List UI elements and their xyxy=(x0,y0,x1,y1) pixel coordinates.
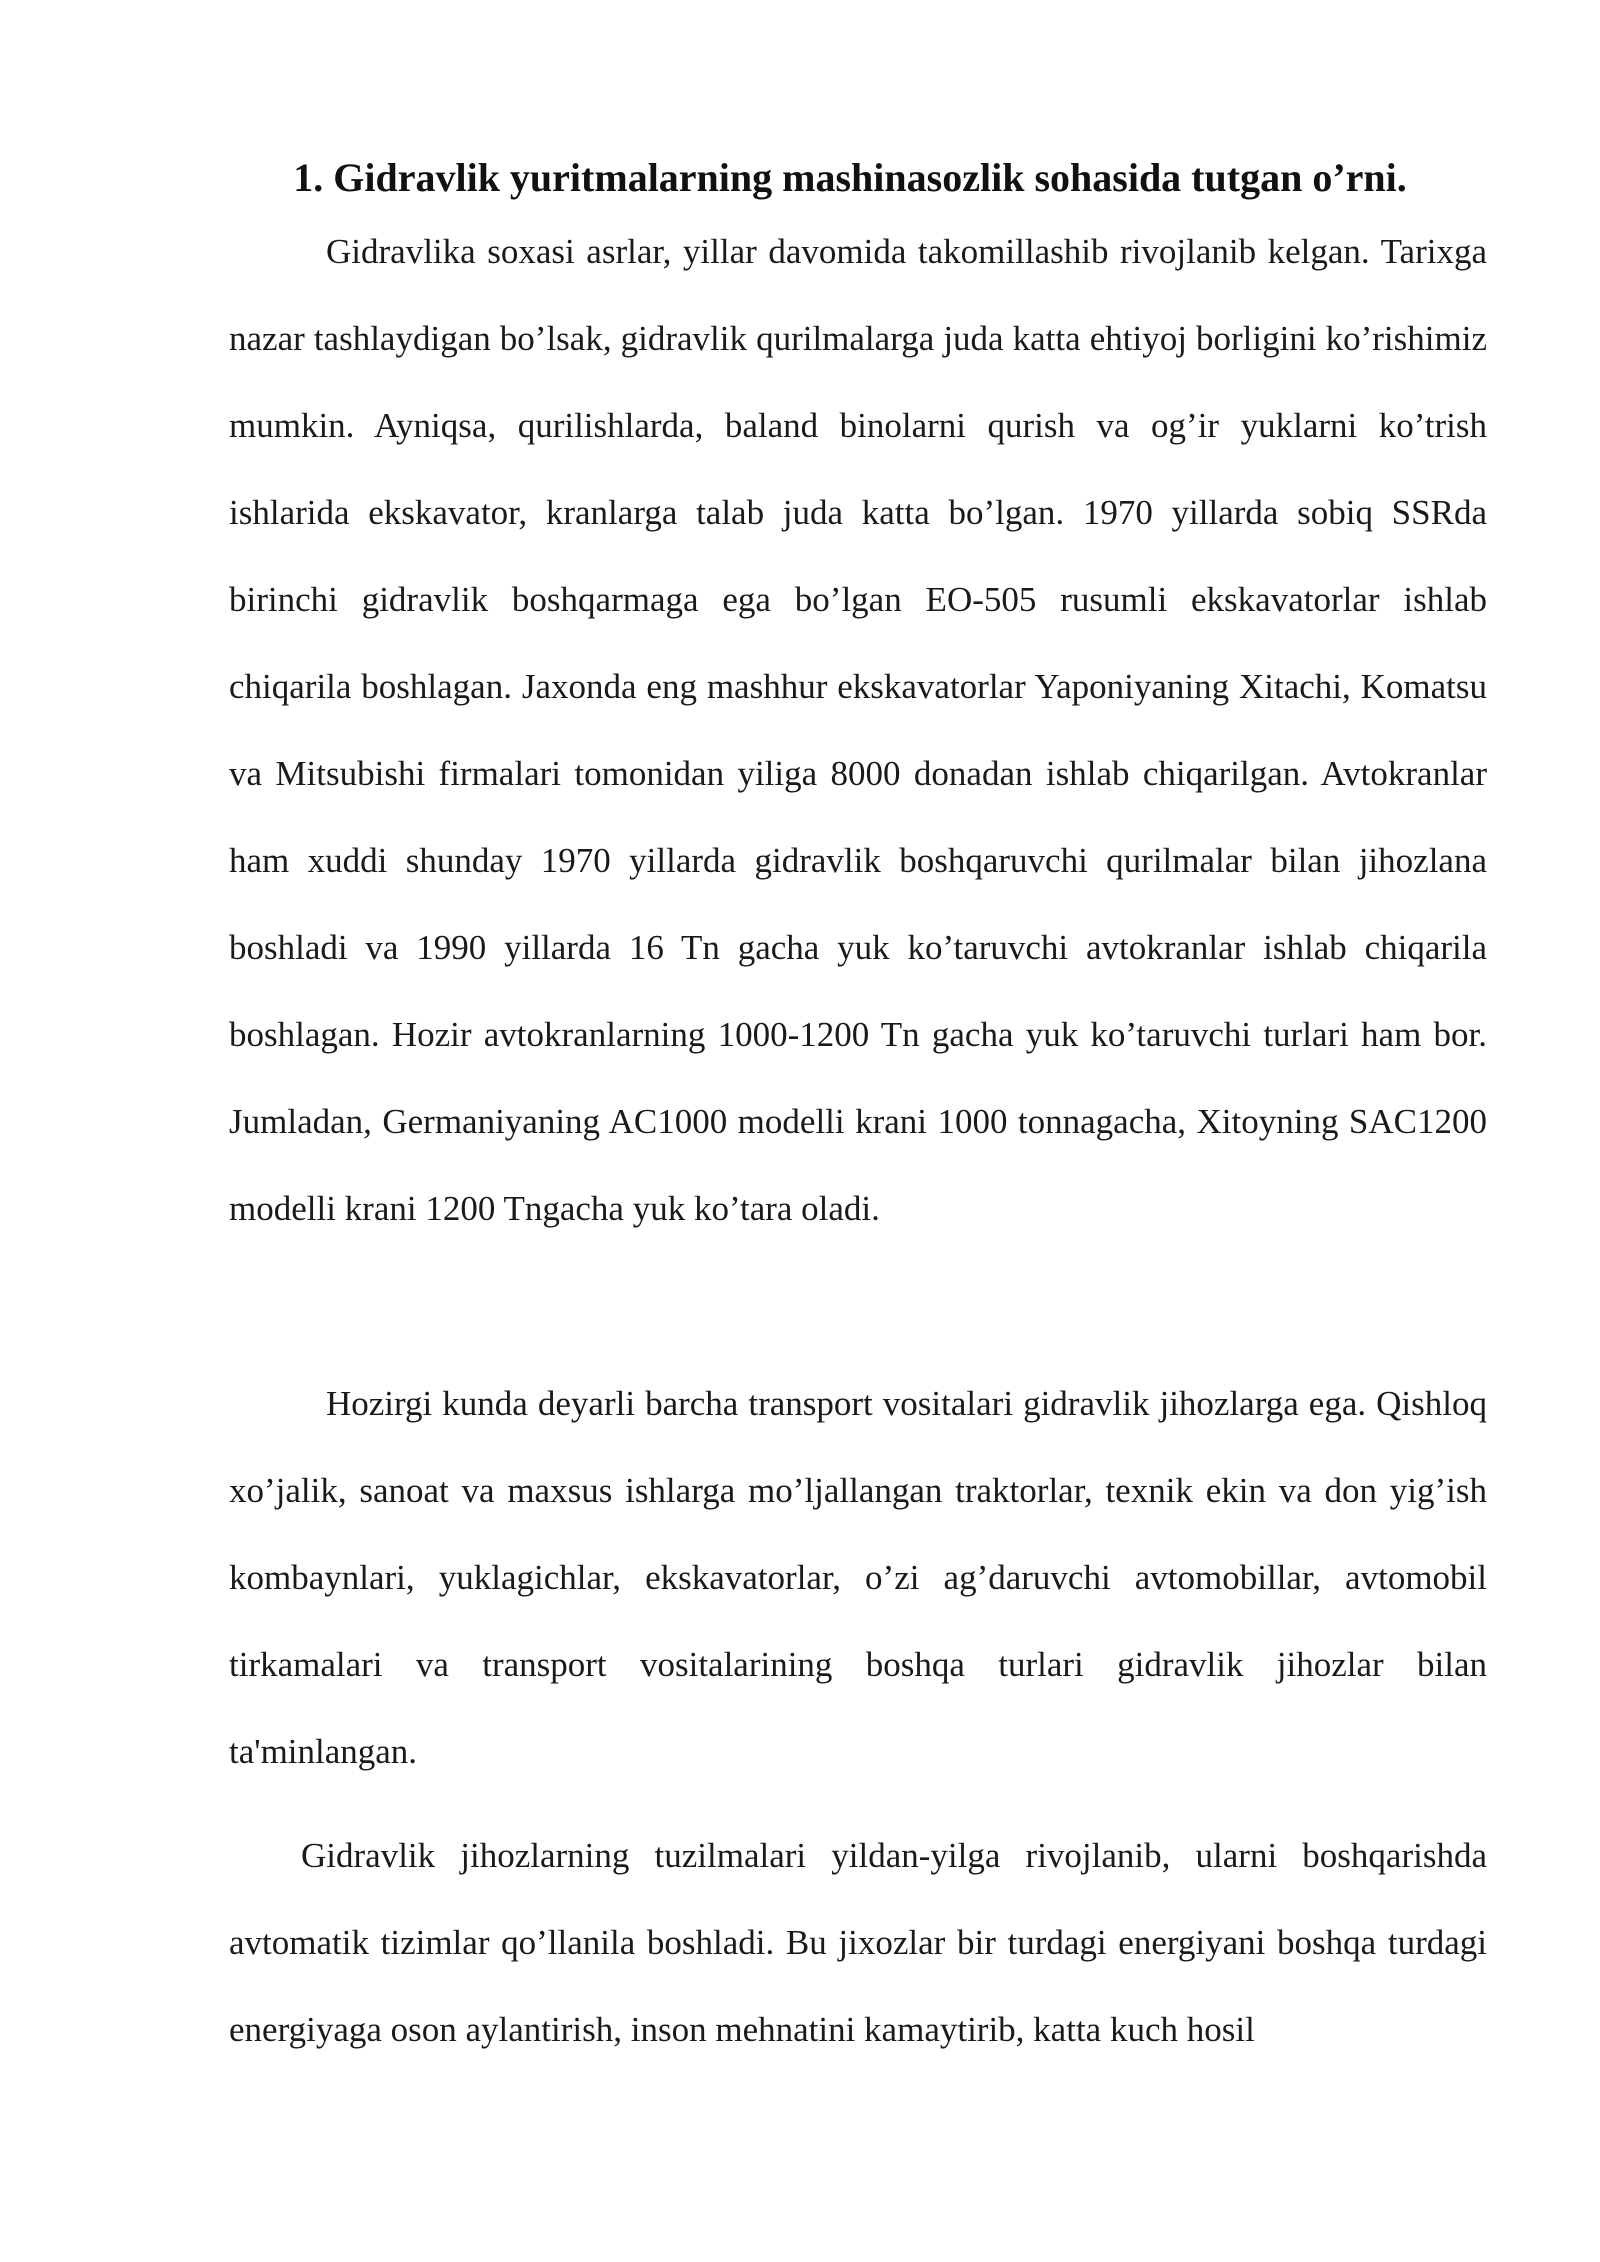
section-heading: 1. Gidravlik yuritmalarning mashinasozlik sohasida tutgan o’rni. xyxy=(293,155,1407,200)
paragraph-transport: Hozirgi kunda deyarli barcha transport vositalari gidravlik jihozlarga ega. Qishloq xo’jalik, sanoat va maxsus ishlarga mo’ljallangan traktorlar, texnik ekin va don yig’ish kombaynlari, yuklagichlar, ekskavatorlar, o’zi ag’daruvchi avtomobillar, avtomobil tirkamalari va transport vositalarining boshqa turlari gidravlik jihozlar bilan ta'minlangan. xyxy=(229,1384,1487,1771)
paragraph-development: Gidravlik jihozlarning tuzilmalari yildan-yilga rivojlanib, ularni boshqarishda avtomatik tizimlar qo’llanila boshladi. Bu jixozlar bir turdagi energiyani boshqa turdagi energiyaga oson aylantirish, inson mehnatini kamaytirib, katta kuch hosil xyxy=(229,1836,1487,2049)
paragraph-history: Gidravlika soxasi asrlar, yillar davomida takomillashib rivojlanib kelgan. Tarixga nazar tashlaydigan bo’lsak, gidravlik qurilmalarga juda katta ehtiyoj borligini ko’rishimiz mumkin. Ayniqsa, qurilishlarda, baland binolarni qurish va og’ir yuklarni ko’trish ishlarida ekskavator, kranlarga talab juda katta bo’lgan. 1970 yillarda sobiq SSRda birinchi gidravlik boshqarmaga ega bo’lgan EO-505 rusumli ekskavatorlar ishlab chiqarila boshlagan. Jaxonda eng mashhur ekskavatorlar Yaponiyaning Xitachi, Komatsu va Mitsubishi firmalari tomonidan yiliga 8000 donadan ishlab chiqarilgan. Avtokranlar ham xuddi shunday 1970 yillarda gidravlik boshqaruvchi qurilmalar bilan jihozlana boshladi va 1990 yillarda 16 Tn gacha yuk ko’taruvchi avtokranlar ishlab chiqarila boshlagan. Hozir avtokranlarning 1000-1200 Tn gacha yuk ko’taruvchi turlari ham bor. Jumladan, Germaniyaning AC1000 modelli krani 1000 tonnagacha, Xitoyning SAC1200 modelli krani 1200 Tngacha yuk ko’tara oladi. xyxy=(229,232,1487,1228)
